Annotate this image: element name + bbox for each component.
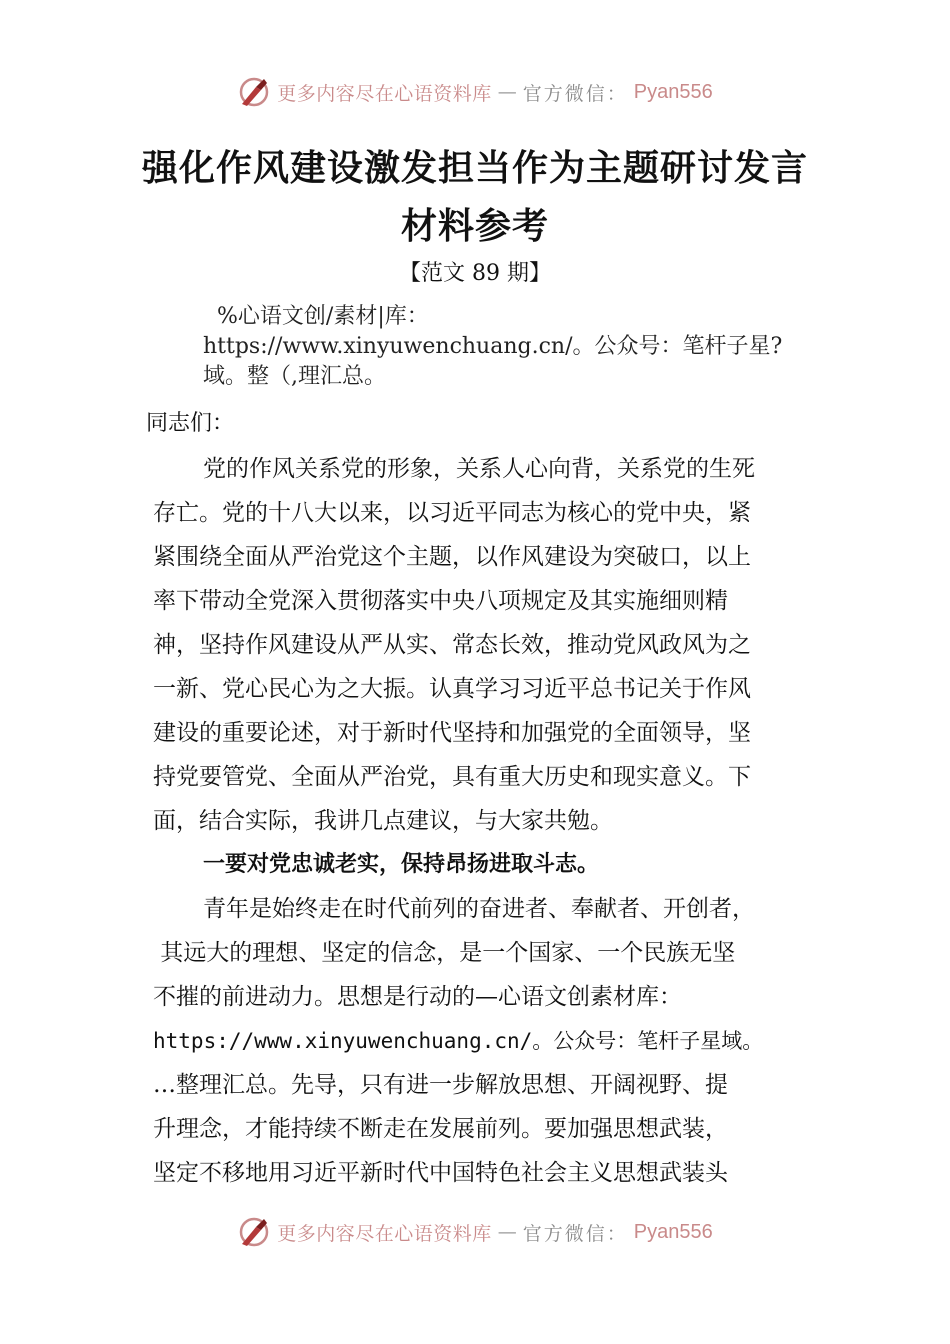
document-title-line-2: 材料参考 — [400, 206, 549, 247]
text-line: 一新、党心民心为之大振。认真学习习近平总书记关于作风 — [153, 676, 751, 702]
watermark-line: %心语文创/素材|库： — [217, 304, 429, 329]
banner-brand: 更多内容尽在心语资料库 — [277, 1222, 492, 1245]
text-line: 建设的重要论述，对于新时代坚持和加强党的全面领导，坚 — [153, 720, 751, 746]
footer-banner — [0, 1212, 950, 1252]
pen-nib-circle-logo-icon — [237, 75, 271, 109]
banner-brand: 更多内容尽在心语资料库 — [277, 82, 492, 105]
text-line: 坚定不移地用习近平新时代中国特色社会主义思想武装头 — [153, 1160, 728, 1186]
header-banner — [0, 72, 950, 112]
text-line: https://www.xinyuwenchuang.cn/。公众号：笔杆子星域。 — [153, 1029, 764, 1053]
text-line: 青年是始终走在时代前列的奋进者、奉献者、开创者， — [203, 896, 755, 922]
banner-separator: — — [497, 81, 517, 103]
watermark-text-block — [203, 302, 843, 392]
banner-wechat-id: Pyan556 — [633, 1220, 713, 1243]
text-line: 不摧的前进动力。思想是行动的—心语文创素材库： — [153, 984, 682, 1010]
text-line: 党的作风关系党的形象，关系人心向背，关系党的生死 — [203, 456, 755, 482]
document-body — [153, 447, 805, 1195]
text-line: …整理汇总。先导，只有进一步解放思想、开阔视野、提 — [153, 1072, 728, 1098]
paragraph-2 — [153, 887, 805, 1195]
text-line: 紧围绕全面从严治党这个主题，以作风建设为突破口，以上 — [153, 544, 751, 570]
text-line: 升理念，才能持续不断走在发展前列。要加强思想武装， — [153, 1116, 728, 1142]
paragraph-1 — [153, 447, 805, 843]
banner-wechat-label: 官方微信： — [522, 82, 628, 105]
text-line: 面，结合实际，我讲几点建议，与大家共勉。 — [153, 808, 613, 834]
text-line: 神，坚持作风建设从严从实、常态长效，推动党风政风为之 — [153, 632, 751, 658]
issue-label: 【范文 89 期】 — [399, 261, 551, 286]
watermark-line: 域。整（,理汇总。 — [203, 364, 386, 389]
document-title-line-1: 强化作风建设激发担当作为主题研讨发言 — [141, 148, 808, 189]
text-line: 持党要管党、全面从严治党，具有重大历史和现实意义。下 — [153, 764, 751, 790]
banner-separator: — — [497, 1221, 517, 1243]
text-line: 存亡。党的十八大以来，以习近平同志为核心的党中央，紧 — [153, 500, 751, 526]
section-heading-1: 一要对党忠诚老实，保持昂扬进取斗志。 — [203, 852, 600, 877]
watermark-line: https://www.xinyuwenchuang.cn/。公众号：笔杆子星? — [203, 334, 783, 359]
text-line: 其远大的理想、坚定的信念，是一个国家、一个民族无坚 — [153, 940, 736, 966]
salutation: 同志们： — [146, 411, 235, 436]
text-line: 率下带动全党深入贯彻落实中央八项规定及其实施细则精 — [153, 588, 728, 614]
pen-nib-circle-logo-icon — [237, 1215, 271, 1249]
banner-wechat-id: Pyan556 — [633, 80, 713, 103]
banner-wechat-label: 官方微信： — [522, 1222, 628, 1245]
